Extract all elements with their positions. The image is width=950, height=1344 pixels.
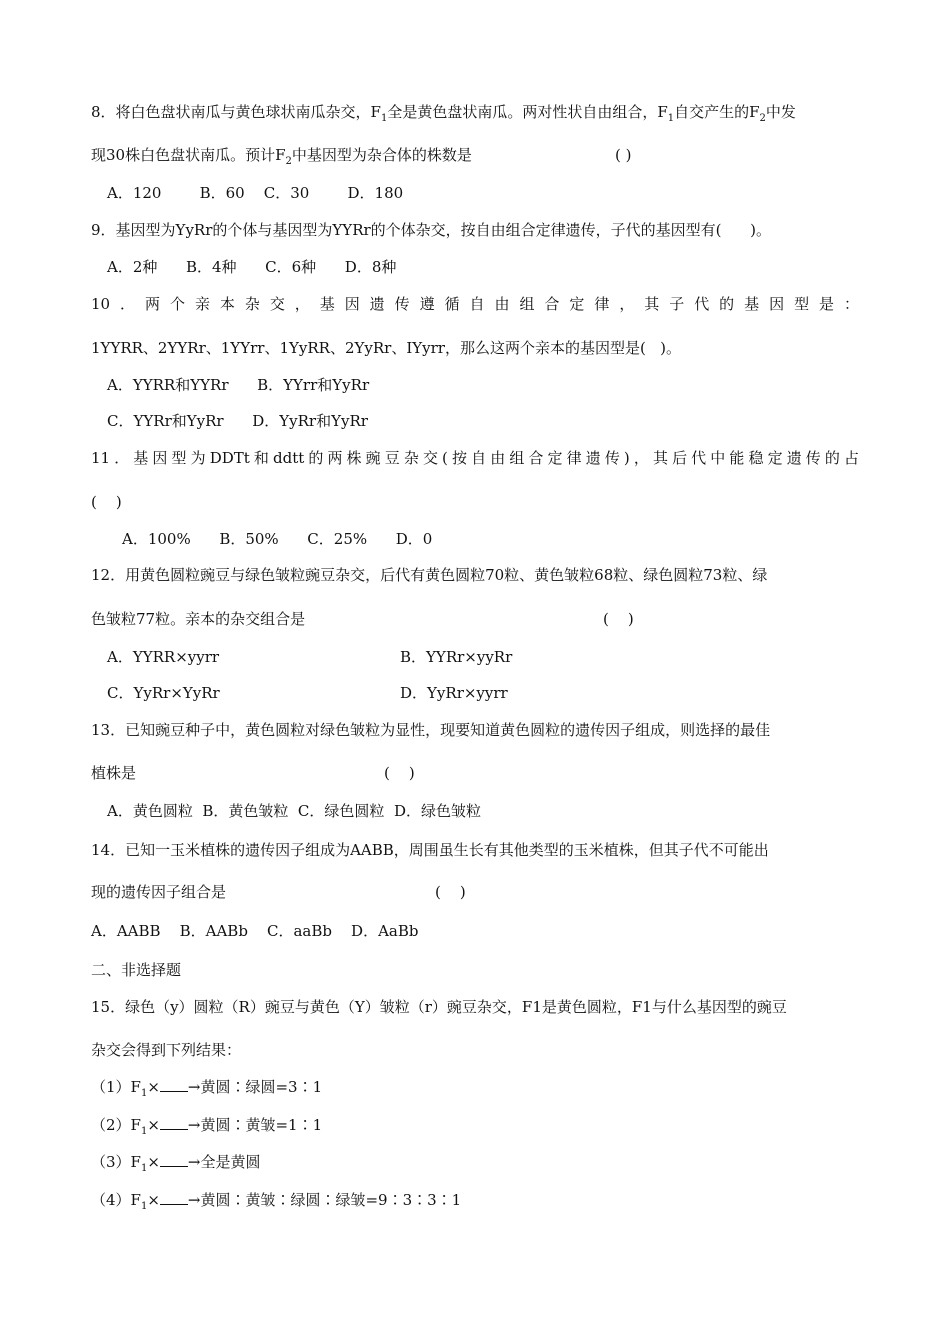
q15-item-2: $(2)F_1\times$ →黄圆∶黄皱=1∶1 <box>91 1116 323 1137</box>
q15-item-4: $(4)F_1\times$ →黄圆∶黄皱∶绿圆∶绿皱=9∶3∶3∶1 <box>91 1191 462 1212</box>
q14-line2: 现的遗传因子组合是 <box>91 883 227 901</box>
q14-answer-paren: ( ) <box>435 883 466 901</box>
q12-answer-paren: ( ) <box>603 610 634 628</box>
q15-item-3: $(3)F_1\times$ →全是黄圆 <box>91 1153 261 1174</box>
q12-line2: 色皱粒77粒。亲本的杂交组合是 <box>91 610 306 628</box>
q12-line1: 12．用黄色圆粒豌豆与绿色皱粒豌豆杂交，后代有黄色圆粒70粒、黄色皱粒68粒、绿色圆粒73粒、绿 <box>91 566 768 584</box>
q12-option-a: A．YYRR×yyrr <box>107 648 220 666</box>
q15-line1: 15．绿色（y）圆粒（R）豌豆与黄色（Y）皱粒（r）豌豆杂交，F1是黄色圆粒，F1与什么基因型的豌豆 <box>91 998 787 1016</box>
q9-options: A．2种 B．4种 C．6种 D．8种 <box>107 258 397 276</box>
q13-line2: 植株是 <box>91 764 137 782</box>
q11-line1: 11．基因型为DDTt和ddtt的两株豌豆杂交(按自由组合定律遗传)，其后代中能稳定遗传的占 <box>91 449 859 467</box>
q13-options: A．黄色圆粒 B．黄色皱粒 C．绿色圆粒 D．绿色皱粒 <box>107 802 481 820</box>
q13-answer-paren: ( ) <box>384 764 415 782</box>
answer-blank[interactable] <box>160 1077 188 1092</box>
q11-options: A．100% B．50% C．25% D．0 <box>122 530 433 548</box>
answer-blank[interactable] <box>160 1115 188 1130</box>
q15-line2: 杂交会得到下列结果： <box>91 1041 242 1059</box>
q14-line1: 14．已知一玉米植株的遗传因子组成为AABB，周围虽生长有其他类型的玉米植株，但其子代不可能出 <box>91 841 769 859</box>
q10-options-1: A．YYRR和YYRr B．YYrr和YyRr <box>107 376 370 394</box>
q10-line1: 10．两个亲本杂交，基因遗传遵循自由组合定律，其子代的基因型是： <box>91 295 859 313</box>
q12-option-d: D．YyRr×yyrr <box>400 684 508 702</box>
q12-option-b: B．YYRr×yyRr <box>400 648 513 666</box>
q10-options-2: C．YYRr和YyRr D．YyRr和YyRr <box>107 412 368 430</box>
q8-line1: 8．将白色盘状南瓜与黄色球状南瓜杂交，$F_1$全是黄色盘状南瓜。两对性状自由组合，$F_1$自交产生的$F_2$中发 <box>91 103 796 124</box>
answer-blank[interactable] <box>160 1152 188 1167</box>
section-heading: 二、非选择题 <box>91 961 182 979</box>
q9-stem: 9．基因型为YyRr的个体与基因型为YYRr的个体杂交，按自由组合定律遗传，子代的基因型有( )。 <box>91 221 771 239</box>
q8-options: A．120 B．60 C．30 D．180 <box>107 184 404 202</box>
q13-line1: 13．已知豌豆种子中，黄色圆粒对绿色皱粒为显性，现要知道黄色圆粒的遗传因子组成，则选择的最佳 <box>91 721 771 739</box>
q11-answer-paren: ( ) <box>91 493 122 511</box>
q10-line2: 1YYRR、2YYRr、1YYrr、1YyRR、2YyRr、IYyrr，那么这两个亲本的基因型是( )。 <box>91 339 681 357</box>
q14-options: A．AABB B．AABb C．aaBb D．AaBb <box>91 922 419 940</box>
q8-answer-paren: ( ) <box>615 146 632 164</box>
q15-item-1: $(1)F_1\times$ →黄圆∶绿圆=3∶1 <box>91 1078 323 1099</box>
answer-blank[interactable] <box>160 1190 188 1205</box>
q12-option-c: C．YyRr×YyRr <box>107 684 220 702</box>
q8-line2: 现30株白色盘状南瓜。预计$F_2$中基因型为杂合体的株数是 <box>91 146 472 167</box>
